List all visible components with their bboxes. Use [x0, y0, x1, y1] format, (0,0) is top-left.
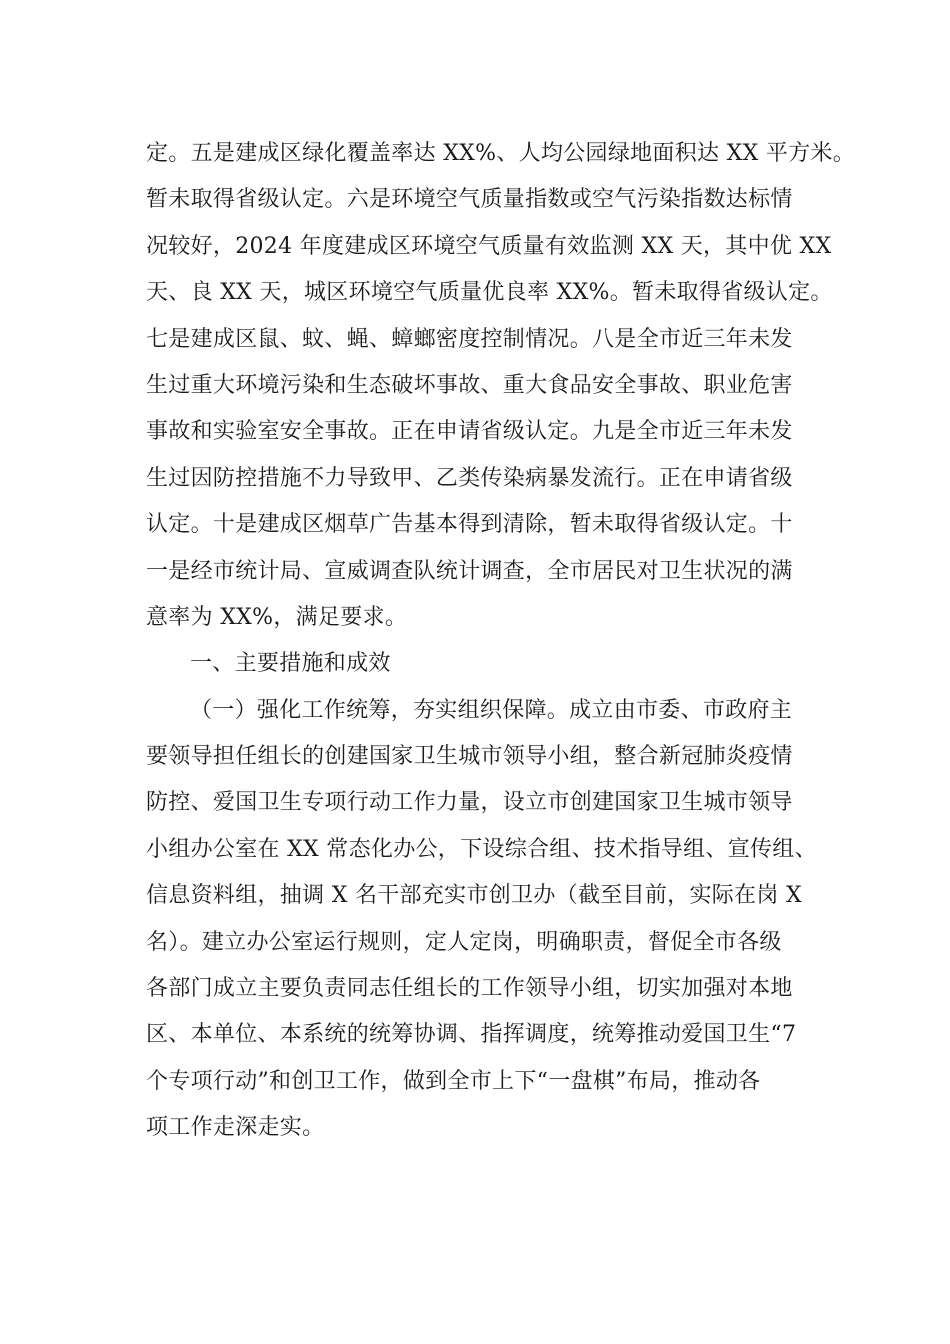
text-line-18: 名）。建立办公室运行规则，定人定岗，明确职责，督促全市各级 [146, 929, 782, 955]
text-line-21: 个专项行动”和创卫工作，做到全市上下“一盘棋”布局，推动各 [146, 1068, 761, 1094]
text-line-9: 认定。十是建成区烟草广告基本得到清除，暂未取得省级认定。十 [146, 512, 793, 538]
text-line-15: 防控、爱国卫生专项行动工作力量，设立市创建国家卫生城市领导 [146, 790, 793, 816]
text-line-19: 各部门成立主要负责同志任组长的工作领导小组，切实加强对本地 [146, 976, 793, 1002]
text-line-14: 要领导担任组长的创建国家卫生城市领导小组，整合新冠肺炎疫情 [146, 744, 793, 770]
text-line-17: 信息资料组，抽调 X 名干部充实市创卫办（截至目前，实际在岗 X [146, 883, 802, 909]
subsection-heading-line: （一）强化工作统筹，夯实组织保障。成立由市委、市政府主 [190, 697, 793, 723]
text-line-3: 况较好，2024 年度建成区环境空气质量有效监测 XX 天，其中优 XX [146, 233, 832, 259]
text-line-20: 区、本单位、本系统的统筹协调、指挥调度，统筹推动爱国卫生“7 [146, 1022, 797, 1048]
text-line-8: 生过因防控措施不力导致甲、乙类传染病暴发流行。正在申请省级 [146, 465, 793, 491]
section-heading: 一、主要措施和成效 [190, 651, 391, 677]
document-body [146, 131, 856, 1152]
text-line-6: 生过重大环境污染和生态破坏事故、重大食品安全事故、职业危害 [146, 372, 793, 398]
text-line-11: 意率为 XX%，满足要求。 [146, 604, 408, 630]
text-line-7: 事故和实验室安全事故。正在申请省级认定。九是全市近三年未发 [146, 419, 793, 445]
text-line-2: 暂未取得省级认定。六是环境空气质量指数或空气污染指数达标情 [146, 187, 793, 213]
text-line-22: 项工作走深走实。 [146, 1115, 325, 1141]
text-line-5: 七是建成区鼠、蚊、蝇、蟑螂密度控制情况。八是全市近三年未发 [146, 326, 793, 352]
text-line-16: 小组办公室在 XX 常态化办公，下设综合组、技术指导组、宣传组、 [146, 836, 817, 862]
text-line-10: 一是经市统计局、宣威调查队统计调查，全市居民对卫生状况的满 [146, 558, 793, 584]
text-line-1: 定。五是建成区绿化覆盖率达 XX%、人均公园绿地面积达 XX 平方米。 [146, 141, 856, 166]
text-line-4: 天、良 XX 天，城区环境空气质量优良率 XX%。暂未取得省级认定。 [146, 280, 833, 306]
